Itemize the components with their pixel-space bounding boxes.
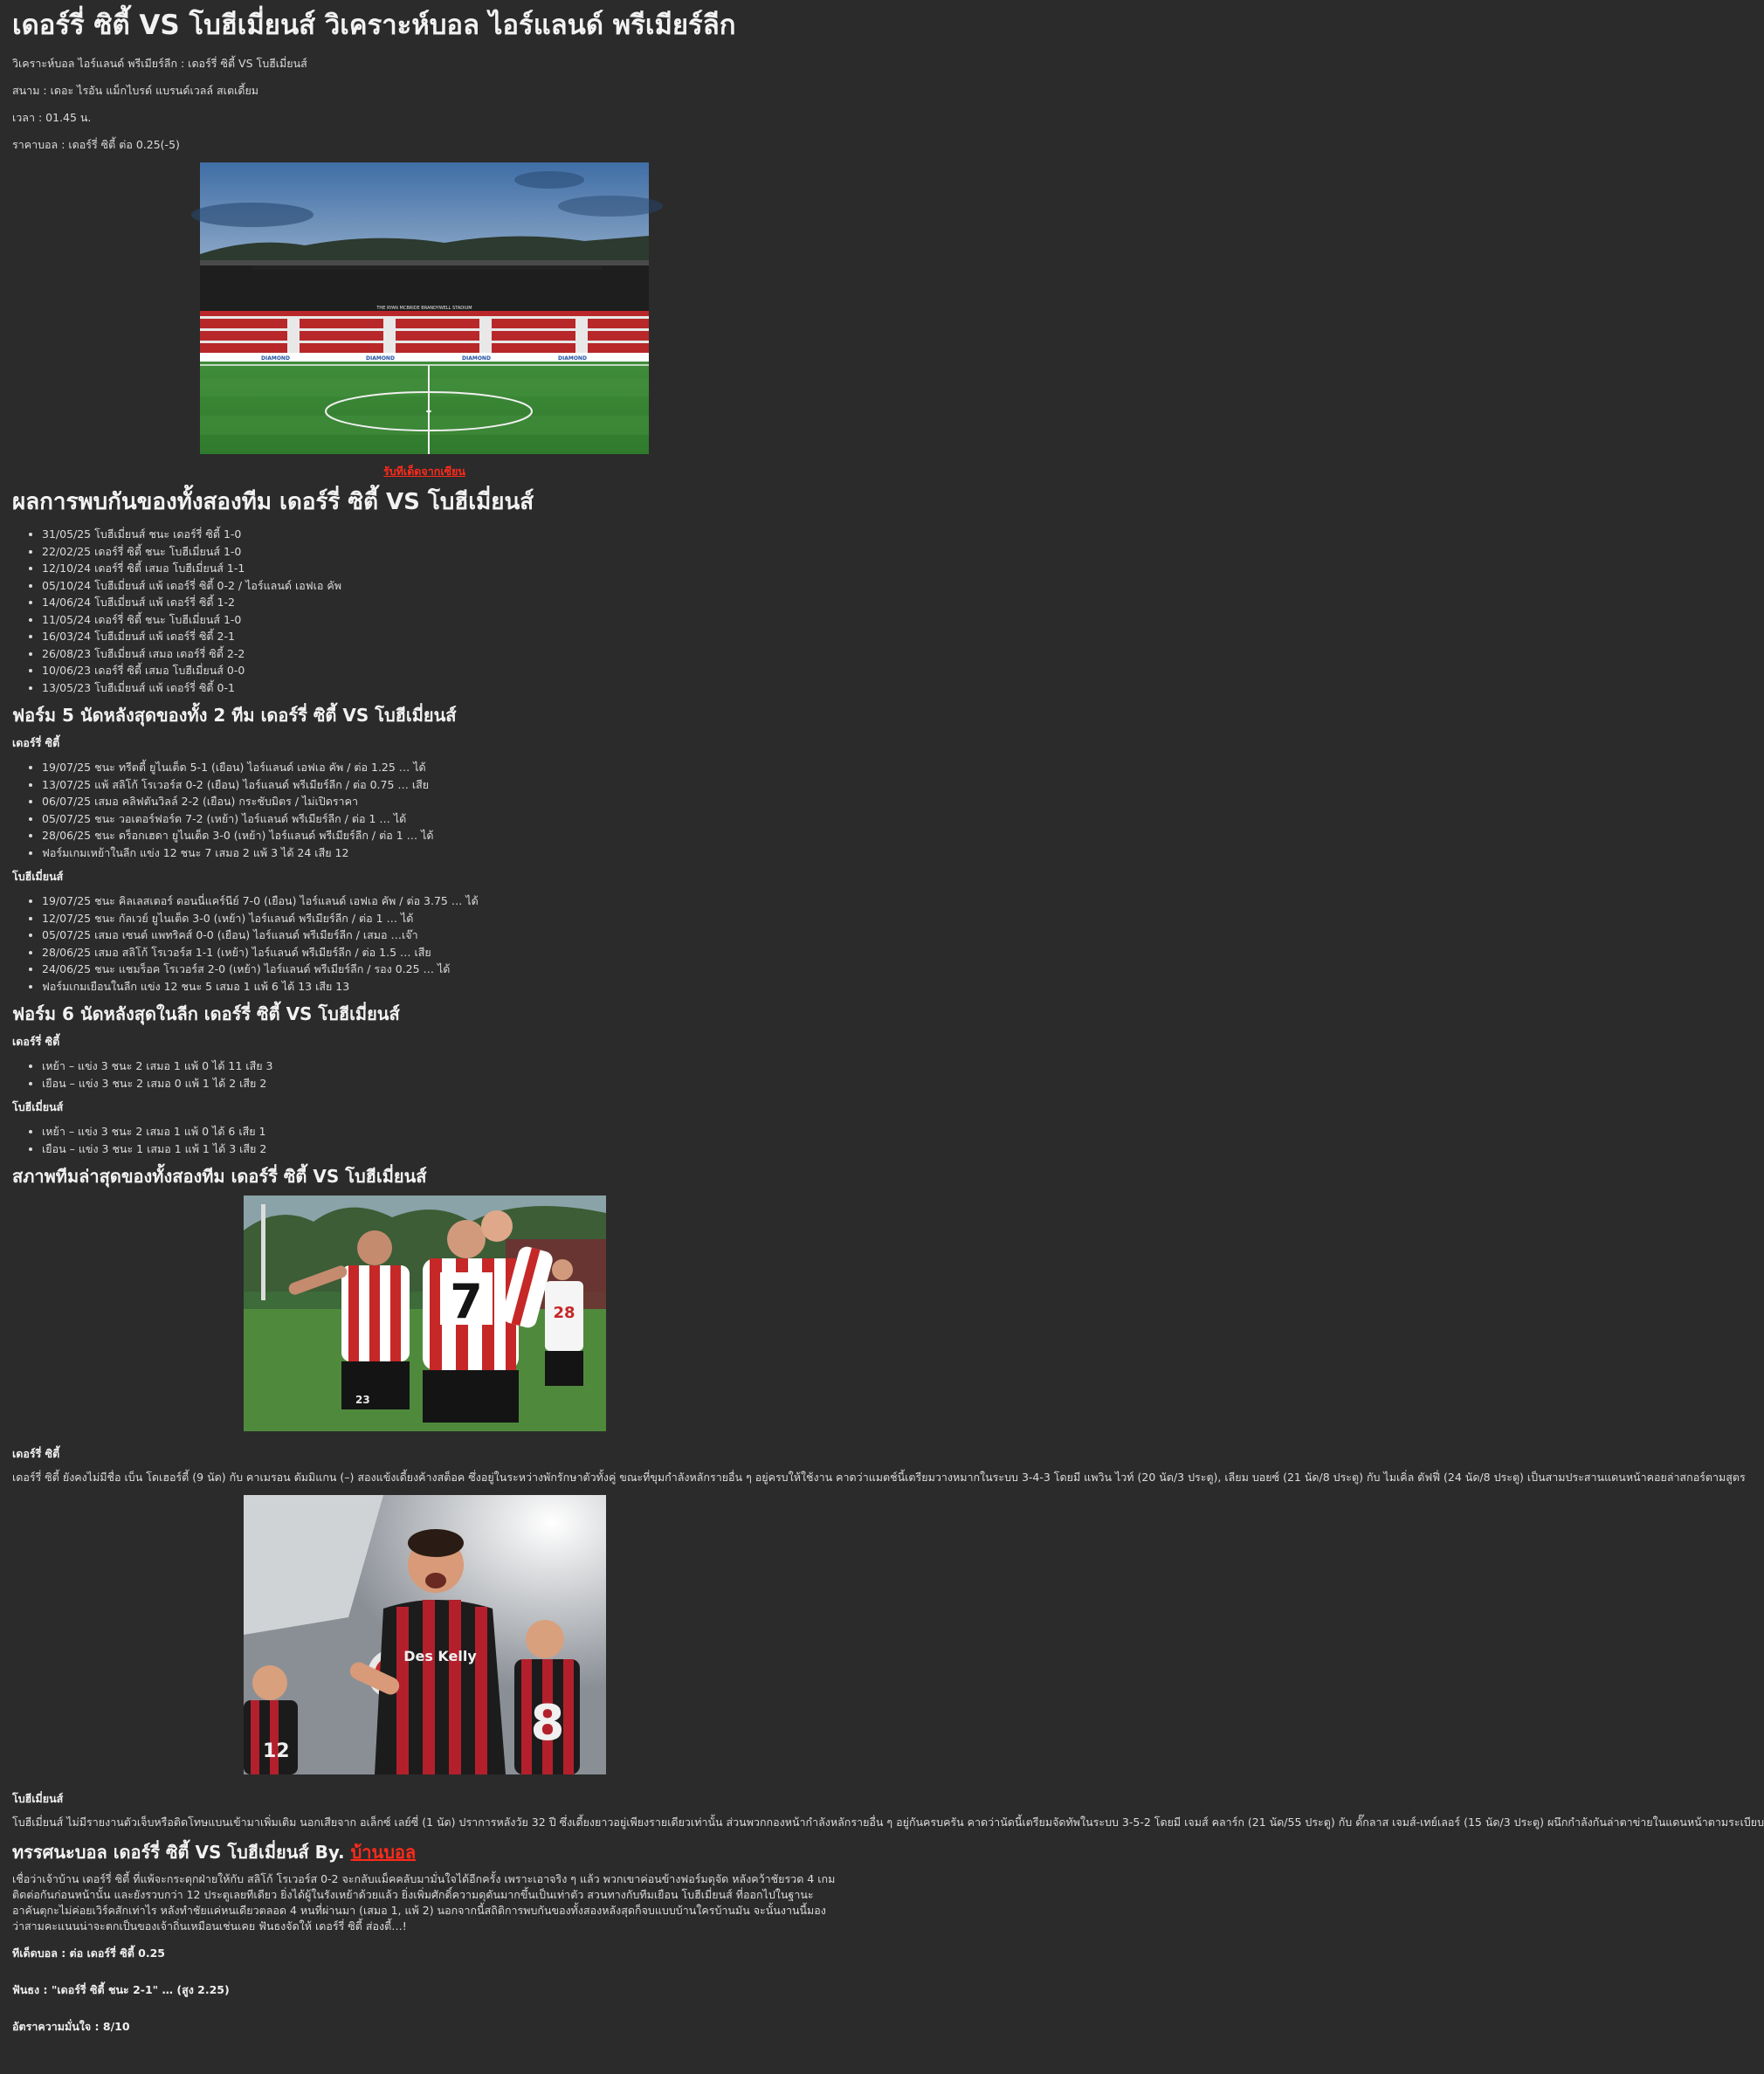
form5-team1-list	[12, 759, 837, 861]
form6-team2-name: โบฮีเมี่ยนส์	[12, 1100, 64, 1113]
list-item: • 19/07/25 ชนะ คิลเลสเตอร์ ดอนนี่แคร์นีย์ 7-0 (เยือน) ไอร์แลนด์ เอฟเอ คัพ / ต่อ 3.75 … ได้	[42, 892, 837, 910]
list-item: • 12/10/24 เดอร์รี่ ซิตี้ เสมอ โบฮีเมี่ยนส์ 1-1	[42, 560, 837, 577]
form6-team1-list	[12, 1058, 837, 1092]
svg-text:DIAMOND: DIAMOND	[366, 355, 395, 362]
prediction-pick: ทีเด็ดบอล : ต่อ เดอร์รี่ ซิตี้ 0.25	[12, 1947, 165, 1960]
svg-text:12: 12	[262, 1740, 290, 1762]
list-item: • 28/06/25 ชนะ ดร็อกเฮดา ยูไนเต็ด 3-0 (เหย้า) ไอร์แลนด์ พรีเมียร์ลีก / ต่อ 1 … ได้	[42, 827, 837, 844]
svg-text:23: 23	[355, 1394, 370, 1406]
list-item: • เยือน – แข่ง 3 ชนะ 1 เสมอ 1 แพ้ 1 ได้ 3 เสีย 2	[42, 1140, 837, 1158]
svg-text:7: 7	[449, 1274, 483, 1329]
page-title: เดอร์รี่ ซิตี้ VS โบฮีเมี่ยนส์ วิเคราะห์บอล ไอร์แลนด์ พรีเมียร์ลีก	[12, 10, 736, 41]
status-heading: สภาพทีมล่าสุดของทั้งสองทีม เดอร์รี่ ซิตี้ VS โบฮีเมี่ยนส์	[12, 1166, 427, 1187]
team1-photo	[244, 1195, 606, 1431]
list-item: • 28/06/25 เสมอ สลิโก้ โรเวอร์ส 1-1 (เหย้า) ไอร์แลนด์ พรีเมียร์ลีก / ต่อ 1.5 … เสีย	[42, 944, 837, 961]
list-item: • เยือน – แข่ง 3 ชนะ 2 เสมอ 0 แพ้ 1 ได้ 2 เสีย 2	[42, 1075, 837, 1092]
list-item: • 13/07/25 แพ้ สลิโก้ โรเวอร์ส 0-2 (เยือน) ไอร์แลนด์ พรีเมียร์ลีก / ต่อ 0.75 … เสีย	[42, 776, 837, 794]
form5-team1-name: เดอร์รี่ ซิตี้	[12, 736, 60, 749]
list-item: • 26/08/23 โบฮีเมี่ยนส์ เสมอ เดอร์รี่ ซิตี้ 2-2	[42, 645, 837, 663]
site-link[interactable]: บ้านบอล	[350, 1842, 417, 1863]
h2h-heading: ผลการพบกันของทั้งสองทีม เดอร์รี่ ซิตี้ VS โบฮีเมี่ยนส์	[12, 489, 534, 515]
list-item: • 13/05/23 โบฮีเมี่ยนส์ แพ้ เดอร์รี่ ซิตี้ 0-1	[42, 679, 837, 697]
list-item: • 22/02/25 เดอร์รี่ ซิตี้ ชนะ โบฮีเมี่ยนส์ 1-0	[42, 543, 837, 561]
list-item: • ฟอร์มเกมเยือนในลีก แข่ง 12 ชนะ 5 เสมอ 1 แพ้ 6 ได้ 13 เสีย 13	[42, 978, 837, 996]
stadium-seats	[200, 311, 649, 353]
list-item: • 31/05/25 โบฮีเมี่ยนส์ ชนะ เดอร์รี่ ซิตี้ 1-0	[42, 526, 837, 543]
form6-team1-name: เดอร์รี่ ซิตี้	[12, 1035, 60, 1048]
list-item: • 24/06/25 ชนะ แชมร็อค โรเวอร์ส 2-0 (เหย้า) ไอร์แลนด์ พรีเมียร์ลีก / รอง 0.25 … ได้	[42, 961, 837, 978]
team2-sponsor-text: Des Kelly	[403, 1648, 477, 1664]
form6-team2-list	[12, 1123, 837, 1157]
list-item: • 14/06/24 โบฮีเมี่ยนส์ แพ้ เดอร์รี่ ซิตี้ 1-2	[42, 594, 837, 611]
status-team1-name: เดอร์รี่ ซิตี้	[12, 1447, 60, 1460]
list-item: • 19/07/25 ชนะ ทรีตตี้ ยูไนเต็ด 5-1 (เยือน) ไอร์แลนด์ เอฟเอ คัพ / ต่อ 1.25 … ได้	[42, 759, 837, 776]
form5-heading: ฟอร์ม 5 นัดหลังสุดของทั้ง 2 ทีม เดอร์รี่ ซิตี้ VS โบฮีเมี่ยนส์	[12, 705, 457, 726]
svg-text:DIAMOND: DIAMOND	[261, 355, 290, 362]
form6-heading: ฟอร์ม 6 นัดหลังสุดในลีก เดอร์รี่ ซิตี้ VS โบฮีเมี่ยนส์	[12, 1003, 400, 1024]
svg-text:8: 8	[530, 1695, 564, 1752]
team2-photo	[244, 1495, 606, 1774]
prediction-text: เชื่อว่าเจ้าบ้าน เดอร์รี่ ซิตี้ ที่แพ้จะกระดุกฝ่ายให้กับ สลิโก้ โรเวอร์ส 0-2 จะกลับแม็คคลับมามั่นใจได้อีกครั้ง เพราะเอาจริง ๆ แล้ว พวกเขาค่อนข้างฟอร์มดุจัด หลังคว้าชัยรวด 4 เกมติดต่อกันก่อนหน้านั้น และยังรวบกว่า 12 ประตูเลยทีเดียว ยิ่งได้ผู้ในรังเหย้าด้วยแล้ว ยิ่งเพิ่มศักดิ์ความดุดันมากขึ้นเป็นเท่าตัว สวนทางกับทีมเยือน โบฮีเมี่ยนส์ ที่ออกไปในฐานะอาคันตุกะไม่ค่อยเวิร์คสักเท่าไร หลังทำชัยแค่หนเดียวตลอด 4 หนที่ผ่านมา (เสมอ 1, แพ้ 2) นอกจากนี้สถิติการพบกันของทั้งสองหลังสุดก็จบแบบบ้านใครบ้านมัน จะนั้นงานนี้มองว่าสามคะแนนน่าจะตกเป็นของเจ้าถิ่นเหมือนเช่นเคย ฟันธงจัดให้ เดอร์รี่ ซิตี้ ส่องตี้…!	[12, 1872, 836, 1933]
stadium-photo	[200, 162, 649, 454]
list-item: • 10/06/23 เดอร์รี่ ซิตี้ เสมอ โบฮีเมี่ยนส์ 0-0	[42, 662, 837, 679]
svg-text:28: 28	[552, 1304, 575, 1322]
list-item: • 11/05/24 เดอร์รี่ ซิตี้ ชนะ โบฮีเมี่ยนส์ 1-0	[42, 611, 837, 629]
odds-info: ราคาบอล : เดอร์รี่ ซิตี้ ต่อ 0.25(-5)	[12, 138, 180, 151]
list-item: • 12/07/25 ชนะ กัลเวย์ ยูไนเต็ด 3-0 (เหย้า) ไอร์แลนด์ พรีเมียร์ลีก / ต่อ 1 … ได้	[42, 910, 837, 927]
list-item: • 05/10/24 โบฮีเมี่ยนส์ แพ้ เดอร์รี่ ซิตี้ 0-2 / ไอร์แลนด์ เอฟเอ คัพ	[42, 577, 837, 595]
list-item: • 05/07/25 เสมอ เซนต์ แพทริคส์ 0-0 (เยือน) ไอร์แลนด์ พรีเมียร์ลีก / เสมอ …เจ๊า	[42, 927, 837, 944]
match-meta	[12, 56, 837, 152]
list-item: • เหย้า – แข่ง 3 ชนะ 2 เสมอ 1 แพ้ 0 ได้ 6 เสีย 1	[42, 1123, 837, 1140]
prediction-heading-text: ทรรศนะบอล เดอร์รี่ ซิตี้ VS โบฮีเมี่ยนส์ By.	[12, 1842, 345, 1863]
breadcrumb: วิเคราะห์บอล ไอร์แลนด์ พรีเมียร์ลีก : เดอร์รี่ ซิตี้ VS โบฮีเมี่ยนส์	[12, 57, 307, 70]
list-item: • 05/07/25 ชนะ วอเตอร์ฟอร์ด 7-2 (เหย้า) ไอร์แลนด์ พรีเมียร์ลีก / ต่อ 1 … ได้	[42, 810, 837, 828]
prediction-score: ฟันธง : "เดอร์รี่ ซิตี้ ชนะ 2-1" … (สูง 2.25)	[12, 1983, 230, 1996]
form5-team2-name: โบฮีเมี่ยนส์	[12, 870, 64, 883]
list-item: • เหย้า – แข่ง 3 ชนะ 2 เสมอ 1 แพ้ 0 ได้ 11 เสีย 3	[42, 1058, 837, 1075]
status-team1-text: เดอร์รี่ ซิตี้ ยังคงไม่มีชื่อ เบ็น โดเฮอร์ตี้ (9 นัด) กับ คาเมรอน ดัมมิแกน (–) สองแข้งเดี้ยงค้างสต็อค ซึ่งอยู่ในระหว่างพักรักษาตัวทั้งคู่ ขณะที่ขุมกำลังหลักรายอื่น ๆ อยู่ครบให้ใช้งาน คาดว่าแมตช์นี้เตรียมวางหมากในระบบ 3-4-3 โดยมี แพวิน ไวท์ (20 นัด/3 ประตู), เลียม บอยซ์ (21 นัด/8 ประตู) กับ ไมเคิ่ล ดัฟฟี่ (24 นัด/8 ประตู) เป็นสามประสานแดนหน้าคอยล่าสกอร์ตามสูตร	[12, 1471, 1746, 1484]
h2h-list	[12, 526, 837, 696]
list-item: • 06/07/25 เสมอ คลิฟตันวิลล์ 2-2 (เยือน) กระชับมิตร / ไม่เปิดราคา	[42, 793, 837, 810]
status-team2-name: โบฮีเมี่ยนส์	[12, 1792, 64, 1805]
photo-credit-link[interactable]: รับทีเด็ดจากเซียน	[383, 465, 465, 478]
prediction-confidence: อัตราความมั่นใจ : 8/10	[12, 2020, 130, 2033]
list-item: • 16/03/24 โบฮีเมี่ยนส์ แพ้ เดอร์รี่ ซิตี้ 2-1	[42, 628, 837, 645]
status-team2-text: โบฮีเมี่ยนส์ ไม่มีรายงานตัวเจ็บหรือติดโทษแบนเข้ามาเพิ่มเติม นอกเสียจาก อเล็กซ์ เลย์ซี่ (1 นัด) ปราการหลังวัย 32 ปี ซึ่งเดี้ยงยาวอยู่เพียงรายเดียวเท่านั้น ส่วนพวกกองหน้ากำลังหลักรายอื่น ๆ อยู่กันครบครัน คาดว่านัดนี้เตรียมจัดทัพในระบบ 3-5-2 โดยมี เจมส์ คลาร์ก (21 นัด/55 ประตู) กับ ดั๊กลาส เจมส์-เทย์เลอร์ (15 นัด/3 ประตู) ผนึกกำลังกันล่าตาข่ายในแดนหน้าตามระเบียบ	[12, 1816, 1764, 1829]
form5-team2-list	[12, 892, 837, 995]
stadium-banner-text: THE RYAN MCBRIDE BRANDYWELL STADIUM	[376, 306, 472, 311]
list-item: • ฟอร์มเกมเหย้าในลีก แข่ง 12 ชนะ 7 เสมอ 2 แพ้ 3 ได้ 24 เสีย 12	[42, 844, 837, 862]
svg-text:DIAMOND: DIAMOND	[558, 355, 587, 362]
stadium-info: สนาม : เดอะ ไรอัน แม็กไบรด์ แบรนด์เวลล์ สเตเดี้ยม	[12, 84, 259, 97]
svg-text:DIAMOND: DIAMOND	[462, 355, 491, 362]
prediction-heading	[12, 1840, 837, 1864]
kickoff-time: เวลา : 01.45 น.	[12, 111, 92, 124]
article	[0, 9, 1764, 2036]
